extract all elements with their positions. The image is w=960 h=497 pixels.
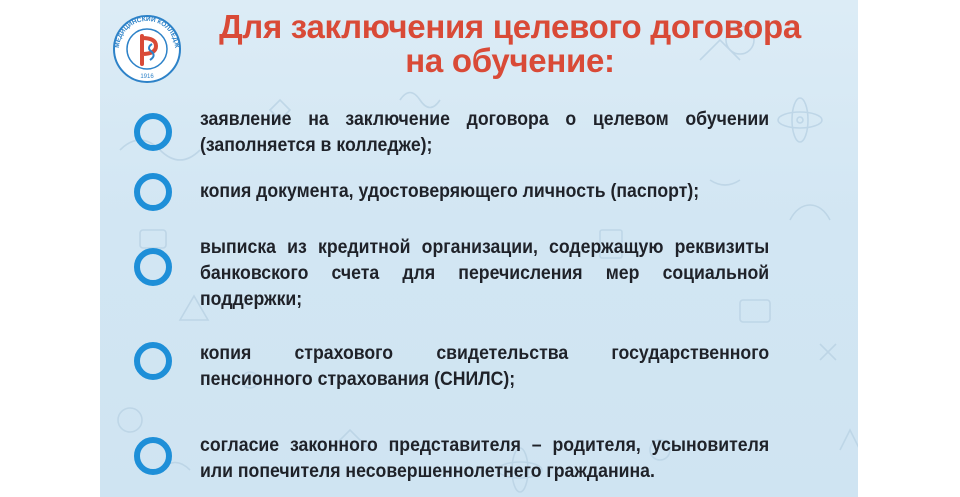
circle-bullet-icon (134, 437, 172, 475)
svg-text:МЕДИЦИНСКИЙ КОЛЛЕДЖ: МЕДИЦИНСКИЙ КОЛЛЕДЖ (113, 15, 181, 49)
circle-bullet-icon (134, 113, 172, 151)
list-item-text: заявление на заключение договора о целевом обучении (заполняется в колледже); (200, 109, 770, 156)
page-title: Для заключения целевого договора на обучение: (219, 8, 801, 79)
circle-bullet-icon (134, 342, 172, 380)
list-item-text: выписка из кредитной организации, содержащую реквизиты банковского счета для перечисления мер социальной поддержки; (200, 237, 770, 310)
list-item-text: копия страхового свидетельства государственного пенсионного страхования (СНИЛС); (200, 343, 770, 390)
circle-bullet-icon (134, 248, 172, 286)
svg-text:1916: 1916 (140, 74, 154, 80)
documents-list (100, 0, 858, 497)
circle-bullet-icon (134, 173, 172, 211)
infographic-card (100, 0, 858, 497)
list-item-text: согласие законного представителя – родителя, усыновителя или попечителя несовершеннолетнего гражданина. (200, 435, 770, 482)
list-item-text: копия документа, удостоверяющего личность (паспорт); (200, 181, 700, 202)
